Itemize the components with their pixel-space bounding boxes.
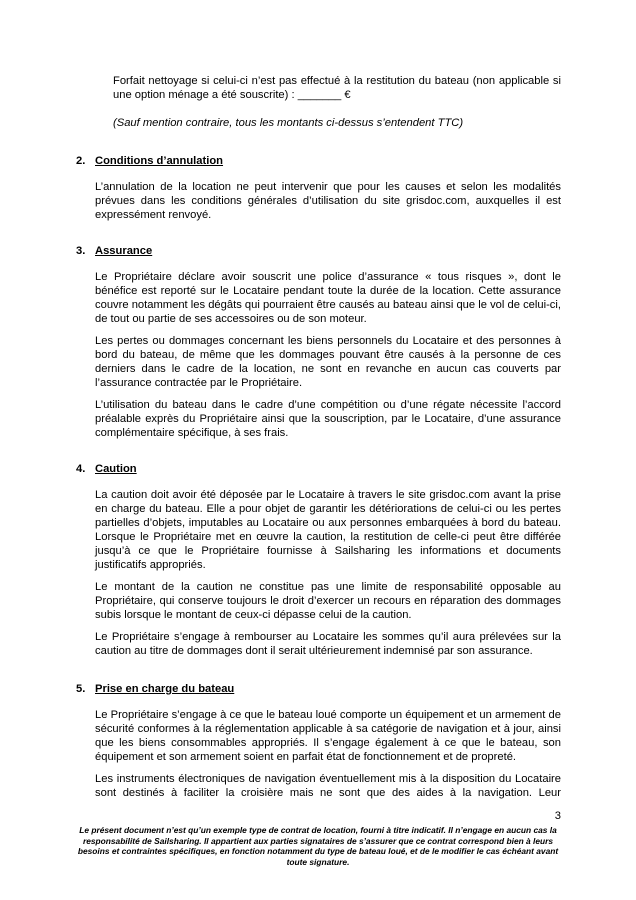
section-number: 2. bbox=[76, 155, 86, 167]
footer-disclaimer: Le présent document n’est qu’un exemple type de contrat de location, fourni à titre indicatif. Il n’engage en aucun cas la responsabilité de Sailsharing. Il appartient aux parties signataires de s’assurer que ce contrat correspond bien à leurs besoins et contraintes spécifiques, en fonction notamment du type de bateau loué, et de le modifier le cas échéant avant toute signature. bbox=[77, 825, 559, 867]
section-paragraph: Les pertes ou dommages concernant les biens personnels du Locataire et des personnes à bord du bateau, de même que les dommages pouvant être causés à la personne de ces derniers dans le cadre de la location, ne sont en revanche en aucun cas couverts par l’assurance contractée par le Propriétaire. bbox=[95, 335, 561, 389]
section-title: Caution bbox=[95, 463, 137, 475]
cleaning-fee-paragraph: Forfait nettoyage si celui-ci n’est pas effectué à la restitution du bateau (non applicable si une option ménage a été souscrite) : _______ € bbox=[113, 75, 561, 101]
section-number: 4. bbox=[76, 463, 86, 475]
section-paragraph: Le montant de la caution ne constitue pas une limite de responsabilité opposable au Propriétaire, qui conserve toujours le droit d’exercer un recours en réparation des dommages subis lorsque le montant de ceux-ci dépasse celui de la caution. bbox=[95, 581, 561, 621]
section-heading-deposit bbox=[76, 462, 137, 476]
section-paragraph: Les instruments électroniques de navigation éventuellement mis à la disposition du Locataire sont destinés à faciliter la croisière mais ne sont que des aides à la navigation. Leur bbox=[95, 773, 561, 799]
section-title: Assurance bbox=[95, 245, 153, 257]
section-heading-boat-handover bbox=[76, 682, 234, 696]
section-paragraph: La caution doit avoir été déposée par le Locataire à travers le site grisdoc.com avant la prise en charge du bateau. Elle a pour objet de garantir les détériorations de celui-ci ou les pertes partielles d’objets, imputables au Locataire ou aux personnes embarquées à bord du bateau. Lorsque le Propriétaire met en œuvre la caution, la restitution de celle-ci peut être différée jusqu’à ce que le Propriétaire fournisse à Sailsharing les informations et documents justificatifs appropriés. bbox=[95, 489, 561, 571]
section-paragraph: Le Propriétaire déclare avoir souscrit une police d’assurance « tous risques », dont le bénéfice est reporté sur le Locataire pendant toute la durée de la location. Cette assurance couvre notamment les dégâts qui pourraient être causés au bateau ainsi que le vol de celui-ci, de tout ou partie de ses accessoires ou de son moteur. bbox=[95, 271, 561, 325]
section-title: Prise en charge du bateau bbox=[95, 683, 235, 695]
ttc-note: (Sauf mention contraire, tous les montants ci-dessus s’entendent TTC) bbox=[113, 117, 464, 129]
section-heading-cancellation bbox=[76, 154, 223, 168]
section-paragraph: Le Propriétaire s’engage à ce que le bateau loué comporte un équipement et un armement de sécurité conformes à la réglementation applicable à sa catégorie de navigation et à jour, ainsi que les biens consommables appropriés. Il s’engage également à ce que le bateau, son équipement et son armement soient en parfait état de fonctionnement et de propreté. bbox=[95, 709, 561, 763]
section-title: Conditions d’annulation bbox=[95, 155, 224, 167]
section-paragraph: L’annulation de la location ne peut intervenir que pour les causes et selon les modalités prévues dans les conditions générales d’utilisation du site grisdoc.com, auxquelles il est expressément renvoyé. bbox=[95, 181, 561, 221]
section-number: 3. bbox=[76, 245, 86, 257]
section-paragraph: L’utilisation du bateau dans le cadre d’une compétition ou d’une régate nécessite l’accord préalable exprès du Propriétaire ainsi que la souscription, par le Locataire, d’une assurance complémentaire spécifique, à ses frais. bbox=[95, 399, 561, 439]
section-paragraph: Le Propriétaire s’engage à rembourser au Locataire les sommes qu’il aura prélevées sur la caution au titre de dommages dont il serait ultérieurement indemnisé par son assurance. bbox=[95, 631, 561, 657]
section-number: 5. bbox=[76, 683, 86, 695]
page-number: 3 bbox=[554, 810, 561, 822]
section-heading-insurance bbox=[76, 244, 152, 258]
